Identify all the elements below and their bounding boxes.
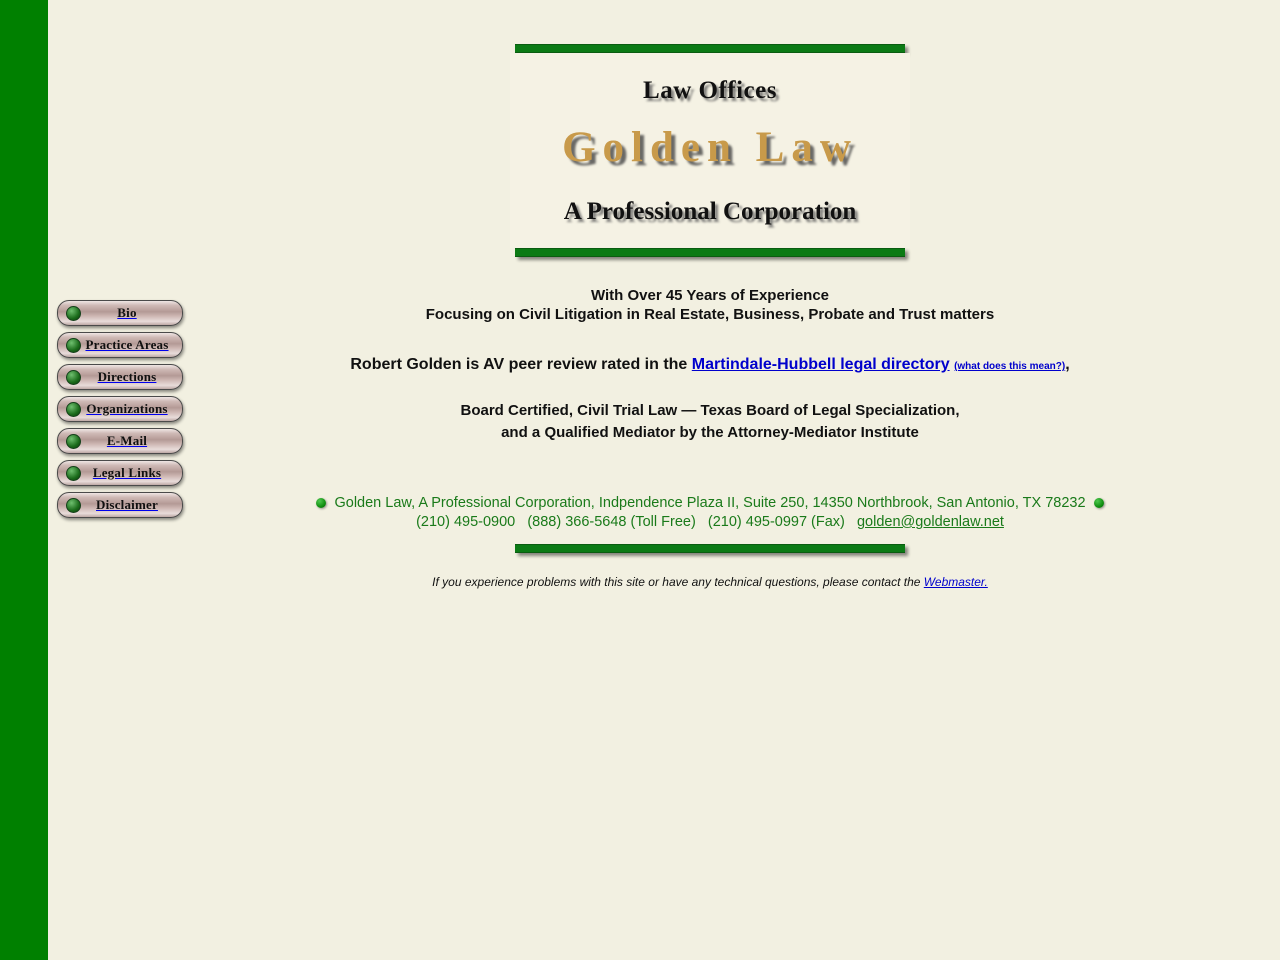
bullet-icon [66,338,81,353]
sidebar-item-label: Disclaimer [96,497,158,512]
left-stripe-edge [48,0,57,960]
address-line [200,494,1220,513]
sidebar-item-label: Bio [117,305,137,320]
toll-free-number: (888) 366-5648 (Toll Free) [527,514,696,530]
sidebar-item-label: Legal Links [92,465,162,480]
main-content [200,286,1220,589]
left-green-stripe [0,0,48,960]
bullet-icon [66,402,81,417]
martindale-hubbell-link[interactable]: Martindale-Hubbell legal directory [691,356,950,373]
header-top-rule [515,44,905,53]
sidebar-item-email[interactable] [57,428,183,454]
sidebar-item-practice-areas[interactable] [57,332,183,358]
header-bottom-rule [515,248,905,257]
webmaster-note-text: If you experience problems with this site or have any technical questions, please contact the [432,575,924,589]
tagline-line-2: Focusing on Civil Litigation in Real Estate, Business, Probate and Trust matters [425,306,995,323]
tagline-line-1: With Over 45 Years of Experience [590,287,830,304]
law-offices-label: Law Offices [643,77,777,104]
firm-name-title: Golden Law [562,124,858,171]
green-dot-icon [316,498,326,508]
board-line-2: and a Qualified Mediator by the Attorney-Mediator Institute [501,424,919,441]
board-certification [200,400,1220,444]
phone-line [200,513,1220,532]
webmaster-link[interactable]: Webmaster. [923,575,988,589]
sidebar-item-disclaimer[interactable] [57,492,183,518]
email-link[interactable]: golden@goldenlaw.net [856,514,1004,530]
webmaster-note [200,575,1220,589]
phone-number: (210) 495-0900 [416,514,516,530]
site-header [510,44,910,257]
sidebar-item-directions[interactable] [57,364,183,390]
bullet-icon [66,498,81,513]
professional-corporation-label: A Professional Corporation [563,198,857,225]
bullet-icon [66,306,81,321]
sidebar-item-label: E-Mail [106,433,148,448]
sidebar-item-label: Practice Areas [85,337,169,352]
what-does-this-mean-link[interactable]: (what does this mean?) [954,361,1066,372]
fax-number: (210) 495-0997 (Fax) [707,514,845,530]
sidebar-nav [57,300,187,524]
tagline [200,286,1220,324]
firm-address: Golden Law, A Professional Corporation, Indpendence Plaza II, Suite 250, 14350 Northbrook, San Antonio, TX 78232 [334,495,1086,511]
bullet-icon [66,466,81,481]
sidebar-item-organizations[interactable] [57,396,183,422]
header-panel [510,53,910,248]
sidebar-item-bio[interactable] [57,300,183,326]
board-line-1: Board Certified, Civil Trial Law — Texas Board of Legal Specialization, [460,402,960,419]
footer-rule [515,544,905,553]
bullet-icon [66,434,81,449]
bullet-icon [66,370,81,385]
contact-block [200,494,1220,553]
av-rating-suffix: , [1065,356,1070,373]
sidebar-item-label: Directions [97,369,157,384]
sidebar-item-label: Organizations [86,401,168,416]
av-rating-statement [200,356,1220,374]
green-dot-icon [1094,498,1104,508]
av-rating-prefix: Robert Golden is AV peer review rated in the [350,356,692,373]
sidebar-item-legal-links[interactable] [57,460,183,486]
